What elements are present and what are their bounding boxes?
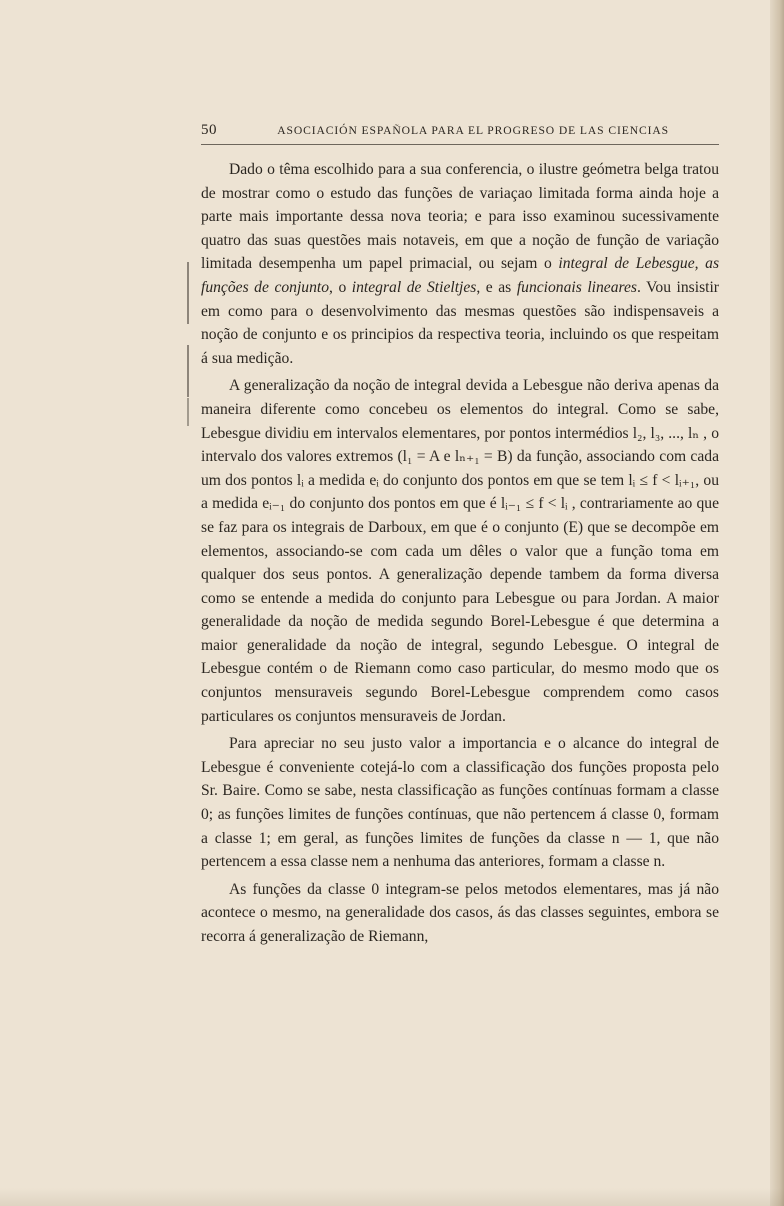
page-number: 50	[201, 122, 217, 138]
page-bottom-shading	[0, 1188, 784, 1206]
italic-term: integral de Lebesgue, as funções de conjunto	[201, 255, 720, 296]
italic-term: funcionais lineares	[516, 278, 637, 296]
body-text	[201, 158, 719, 949]
paragraph-text: . Vou insistir em como para o desenvolvimento das mesmas questões são indispensaveis a noção de conjunto e os principios da respectiva teoria, incluindo os que respeitam á sua medição.	[201, 278, 720, 367]
margin-pencil-mark	[187, 398, 189, 426]
paragraph-text: Dado o têma escolhido para a sua conferencia, o ilustre geómetra belga tratou de mostrar como o estudo das funções de variaçao limitada forma ainda hoje a parte mais importante dessa nova teoria; e para isso examinou sucessivamente quatro das suas questões mais notaveis, em que a noção de função de variação limitada desempenha um papel primacial, ou sejam o	[201, 161, 719, 273]
margin-pencil-mark	[187, 262, 189, 324]
paragraph-2: A generalização da noção de integral devida a Lebesgue não deriva apenas da maneira diferente como concebeu os elementos do integral. Como se sabe, Lebesgue dividiu em intervalos elementares, por pontos intermédios l₂, l₃, ..., lₙ , o intervalo dos valores extremos (l₁ = A e lₙ₊₁ = B) da função, associando com cada um dos pontos lᵢ a medida eᵢ do conjunto dos pontos em que se tem lᵢ ≤ f < lᵢ₊₁, ou a medida eᵢ₋₁ do conjunto dos pontos em que é lᵢ₋₁ ≤ f < lᵢ , contrariamente ao que se faz para os integrais de Darboux, em que é o conjunto (E) que se decompõe em elementos, associando-se com cada um dêles o valor que a função toma em qualquer dos seus pontos. A generalização depende tambem da forma diversa como se entende a medida do conjunto para Lebesgue ou para Jordan. A maior generalidade da noção de medida segundo Borel-Lebesgue é que determina a maior generalidade da noção de integral, segundo Lebesgue. O integral de Lebesgue contém o de Riemann como caso particular, do mesmo modo que os conjuntos mensuraveis segundo Borel-Lebesgue comprendem como casos particulares os conjuntos mensuraveis de Jordan.	[201, 377, 719, 725]
paragraph-3: Para apreciar no seu justo valor a importancia e o alcance do integral de Lebesgue é conveniente cotejá-lo com a classificação dos funções proposta pelo Sr. Baire. Como se sabe, nesta classificação as funções contínuas formam a classe 0; as funções limites de funções contínuas, que não pertencem á classe 0, formam a classe 1; em geral, as funções limites de funções da classe n — 1, que não pertencem a essa classe nem a nenhuma das anteriores, formam a classe n.	[201, 735, 719, 871]
paragraph-1	[201, 158, 719, 370]
paragraph-4: As funções da classe 0 integram-se pelos metodos elementares, mas já não acontece o mesmo, na generalidade dos casos, ás das classes seguintes, embora se recorra á generalização de Riemann,	[201, 880, 719, 945]
running-header	[201, 118, 719, 145]
running-title: ASOCIACIÓN ESPAÑOLA PARA EL PROGRESO DE LAS CIENCIAS	[277, 124, 669, 137]
paragraph-text: , o	[329, 278, 352, 296]
paragraph-text: , e as	[476, 278, 517, 296]
margin-pencil-mark	[187, 345, 189, 397]
italic-term: integral de Stieltjes	[351, 278, 477, 296]
page-right-edge	[770, 0, 784, 1206]
